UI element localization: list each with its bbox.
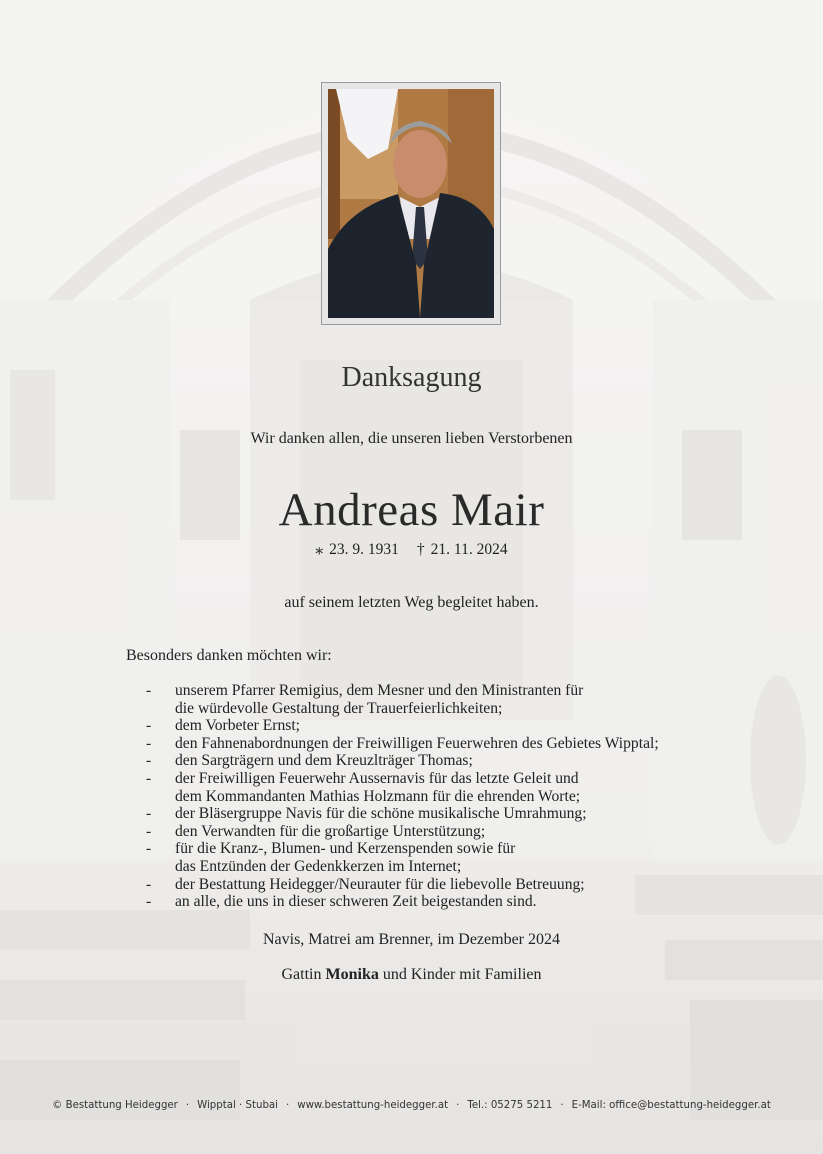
list-dash: -: [146, 893, 152, 911]
deceased-name: Andreas Mair: [278, 484, 545, 536]
place-and-date: Navis, Matrei am Brenner, im Dezember 2024: [262, 931, 561, 948]
list-item-text: der Bestattung Heidegger/Neurauter für die liebevolle Betreuung;: [175, 875, 585, 893]
family-suffix: und Kinder mit Familien: [382, 966, 542, 983]
list-item: [146, 735, 746, 753]
list-dash: -: [146, 752, 152, 770]
list-dash: -: [146, 682, 152, 699]
thanks-heading: Besonders danken möchten wir:: [126, 647, 332, 664]
family-signature: [0, 966, 823, 984]
footer-region: Wipptal · Stubai: [197, 1100, 278, 1111]
list-item-text: den Sargträgern und dem Kreuzlträger Thomas;: [175, 752, 473, 770]
footer-phone: Tel.: 05275 5211: [467, 1100, 553, 1111]
list-item-text: die würdevolle Gestaltung der Trauerfeierlichkeiten;: [175, 699, 503, 717]
birth-date: 23. 9. 1931: [329, 541, 399, 558]
portrait-photo-frame: [321, 82, 501, 325]
list-item: [146, 717, 746, 735]
outro-text: auf seinem letzten Weg begleitet haben.: [284, 594, 539, 611]
list-item-text: den Fahnenabordnungen der Freiwilligen Feuerwehren des Gebietes Wipptal;: [175, 734, 659, 752]
footer-separator: ·: [560, 1100, 564, 1111]
death-date: 21. 11. 2024: [430, 541, 508, 558]
birth-star-icon: ⁎: [315, 541, 324, 558]
life-dates: [0, 540, 823, 559]
footer-company: © Bestattung Heidegger: [52, 1100, 178, 1111]
family-prefix: Gattin: [281, 966, 322, 983]
list-dash: -: [146, 822, 152, 840]
list-item: [146, 840, 746, 875]
cross-icon: †: [416, 541, 425, 558]
list-item-text: der Bläsergruppe Navis für die schöne musikalische Umrahmung;: [175, 805, 587, 823]
footer-email-link[interactable]: E-Mail: office@bestattung-heidegger.at: [571, 1100, 771, 1111]
footer: [0, 1100, 823, 1111]
thanks-list: [146, 682, 746, 911]
list-item: [146, 876, 746, 894]
list-item: [146, 823, 746, 841]
list-item: [146, 682, 746, 717]
footer-separator: ·: [285, 1100, 290, 1111]
list-item-text: für die Kranz-, Blumen- und Kerzenspenden sowie für: [175, 840, 516, 858]
footer-separator: ·: [185, 1100, 190, 1111]
list-item-text: dem Vorbeter Ernst;: [175, 717, 301, 735]
list-item: [146, 805, 746, 823]
widow-name: Monika: [325, 966, 379, 983]
intro-text: Wir danken allen, die unseren lieben Verstorbenen: [250, 430, 573, 447]
list-item-text: an alle, die uns in dieser schweren Zeit beigestanden sind.: [175, 893, 537, 911]
list-dash: -: [146, 840, 152, 858]
list-item-text: den Verwandten für die großartige Unterstützung;: [175, 822, 486, 840]
list-item-text: der Freiwilligen Feuerwehr Aussernavis für das letzte Geleit und: [175, 769, 579, 787]
list-dash: -: [146, 875, 152, 893]
list-dash: -: [146, 734, 152, 752]
page-title: Danksagung: [341, 362, 482, 393]
list-dash: -: [146, 769, 152, 787]
list-dash: -: [146, 805, 152, 823]
list-item: [146, 893, 746, 911]
list-item: [146, 752, 746, 770]
list-item: [146, 770, 746, 805]
portrait-photo: [328, 89, 494, 318]
footer-website-link[interactable]: www.bestattung-heidegger.at: [297, 1100, 449, 1111]
footer-separator: ·: [456, 1100, 460, 1111]
list-item-text: dem Kommandanten Mathias Holzmann für die ehrenden Worte;: [175, 787, 581, 805]
list-item-text: unserem Pfarrer Remigius, dem Mesner und den Ministranten für: [175, 682, 584, 699]
list-dash: -: [146, 717, 152, 735]
list-item-text: das Entzünden der Gedenkkerzen im Internet;: [175, 857, 462, 875]
